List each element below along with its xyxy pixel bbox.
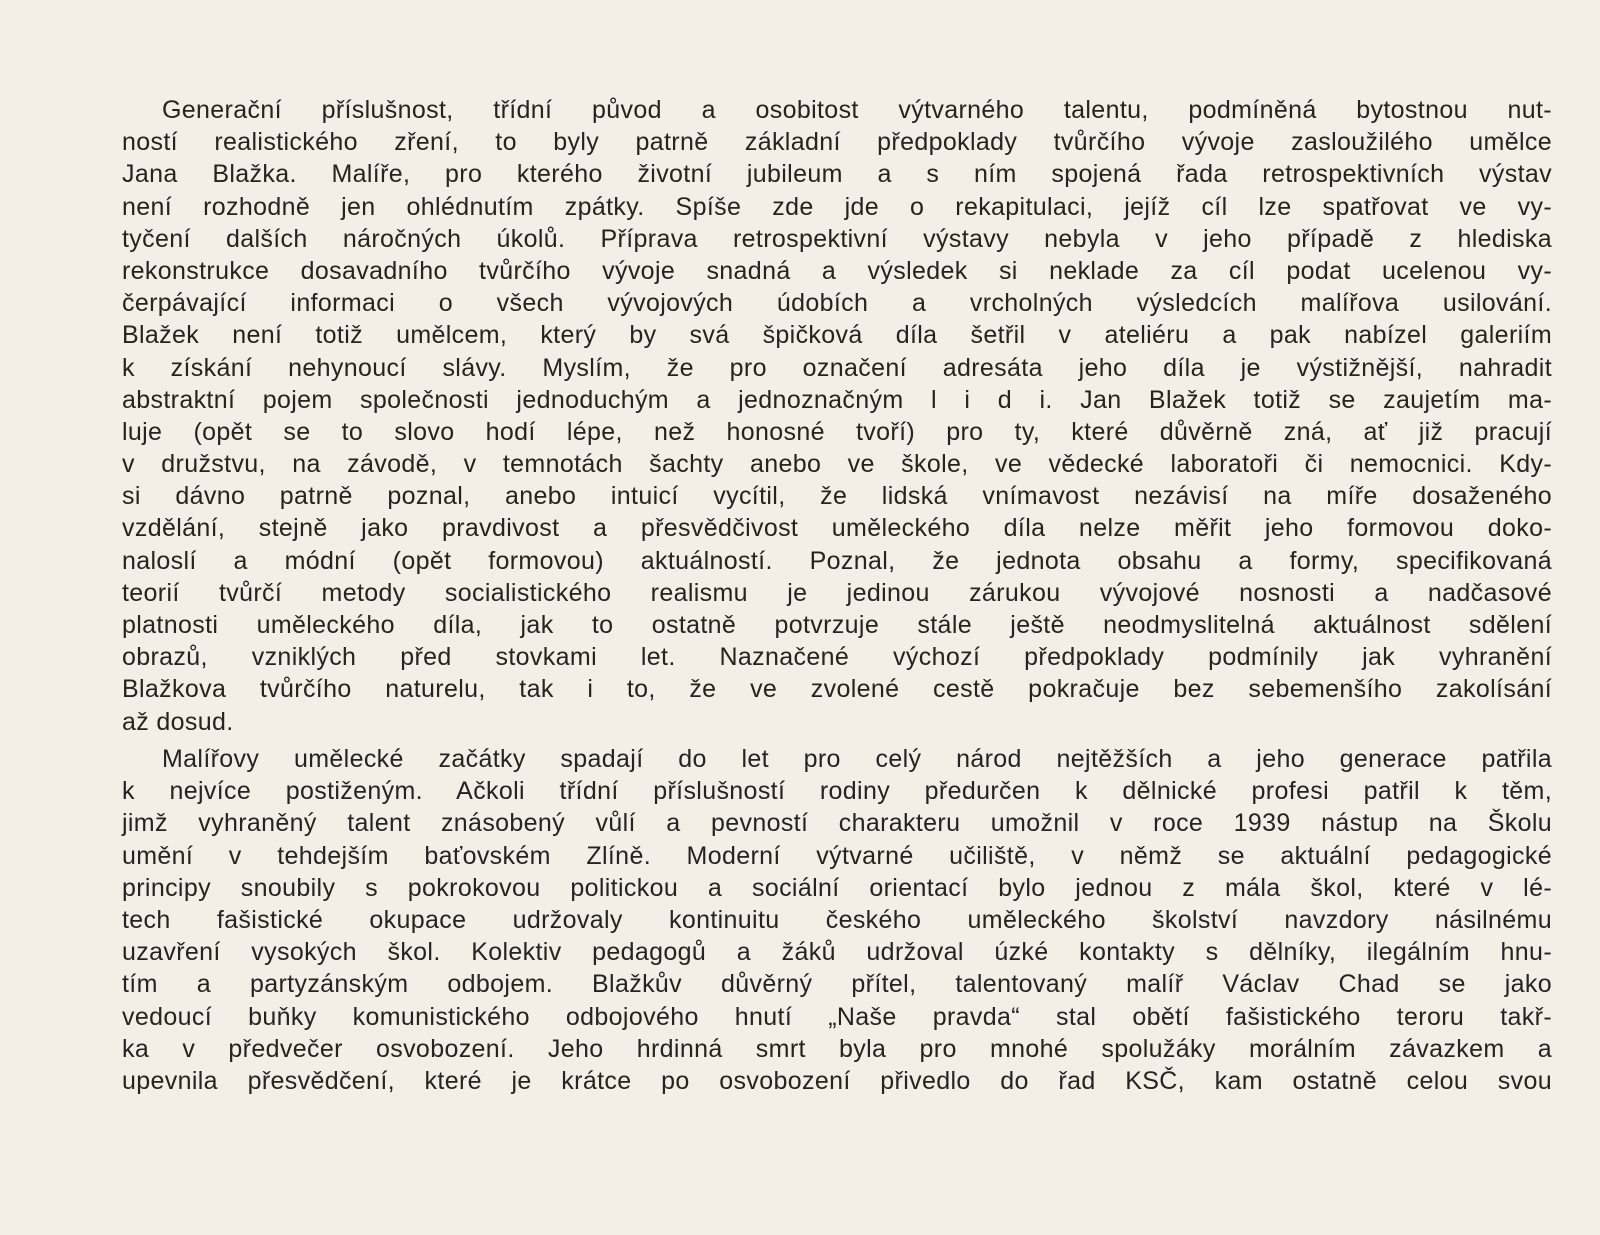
text-line: v družstvu, na závodě, v temnotách šachty anebo ve škole, ve vědecké laboratoři či nemocnici. Kdy- [122, 450, 1552, 479]
text-line: Blažek není totiž umělcem, který by svá špičková díla šetřil v ateliéru a pak nabízel galeriím [122, 321, 1552, 350]
text-line: upevnila přesvědčení, které je krátce po osvobození přivedlo do řad KSČ, kam ostatně celou svou [122, 1066, 1552, 1095]
text-line: Malířovy umělecké začátky spadají do let pro celý národ nejtěžších a jeho generace patřila [162, 745, 1552, 773]
text-line: platnosti uměleckého díla, jak to ostatně potvrzuje stále ještě neodmyslitelná aktuálnost sdělení [122, 611, 1552, 639]
text-line: teorií tvůrčí metody socialistického realismu je jedinou zárukou vývojové nosnosti a nadčasové [122, 578, 1552, 607]
text-line: tím a partyzánským odbojem. Blažkův důvěrný přítel, talentovaný malíř Václav Chad se jako [122, 970, 1552, 999]
text-line: k nejvíce postiženým. Ačkoli třídní příslušností rodiny předurčen k dělnické profesi patřil k těm, [122, 777, 1552, 806]
text-line: principy snoubily s pokrokovou politickou a sociální orientací bylo jednou z mála škol, které v lé- [122, 873, 1552, 902]
text-line: vzdělání, stejně jako pravdivost a přesvědčivost uměleckého díla nelze měřit jeho formovou doko- [122, 514, 1552, 543]
text-line: čerpávající informaci o všech vývojových údobích a vrcholných výsledcích malířova usilování. [122, 289, 1552, 318]
text-line: abstraktní pojem společnosti jednoduchým a jednoznačným l i d i. Jan Blažek totiž se zaujetím ma- [122, 385, 1552, 414]
text-line: luje (opět se to slovo hodí lépe, než honosné tvoří) pro ty, které důvěrně zná, ať již pracují [122, 417, 1552, 446]
text-line: obrazů, vzniklých před stovkami let. Naznačené výchozí předpoklady podmínily jak vyhranění [122, 643, 1552, 672]
text-line: Generační příslušnost, třídní původ a osobitost výtvarného talentu, podmíněná bytostnou nut- [162, 96, 1552, 124]
text-line: umění v tehdejším baťovském Zlíně. Moderní výtvarné učiliště, v němž se aktuální pedagogické [122, 841, 1552, 870]
text-line: ka v předvečer osvobození. Jeho hrdinná smrt byla pro mnohé spolužáky morálním závazkem a [122, 1034, 1552, 1063]
text-line: si dávno patrně poznal, anebo intuicí vycítil, že lidská vnímavost nezávisí na míře dosaženého [122, 482, 1552, 511]
text-line: rekonstrukce dosavadního tvůrčího vývoje snadná a výsledek si neklade za cíl podat ucelenou vy- [122, 256, 1552, 285]
text-line: tech fašistické okupace udržovaly kontinuitu českého uměleckého školství navzdory násilnému [122, 905, 1552, 934]
paragraph-1 [122, 94, 1552, 738]
text-line: ností realistického zření, to byly patrně základní předpoklady tvůrčího vývoje zasloužilého umělce [122, 128, 1552, 157]
text-line: tyčení dalších náročných úkolů. Příprava retrospektivní výstavy nebyla v jeho případě z hlediska [122, 224, 1552, 253]
text-line: uzavření vysokých škol. Kolektiv pedagogů a žáků udržoval úzké kontakty s dělníky, ilegálním hnu- [122, 938, 1552, 967]
text-line: není rozhodně jen ohlédnutím zpátky. Spíše zde jde o rekapitulaci, jejíž cíl lze spatřovat ve vy- [122, 192, 1552, 221]
text-line: jimž vyhraněný talent znásobený vůlí a pevností charakteru umožnil v roce 1939 nástup na Školu [122, 809, 1552, 838]
text-line: až dosud. [122, 707, 234, 736]
text-line: naloslí a módní (opět formovou) aktuálností. Poznal, že jednota obsahu a formy, specifikovaná [122, 546, 1552, 575]
text-line: vedoucí buňky komunistického odbojového hnutí „Naše pravda“ stal obětí fašistického teroru takř- [122, 1002, 1552, 1031]
text-line: Blažkova tvůrčího naturelu, tak i to, že ve zvolené cestě pokračuje bez sebemenšího zakolísání [122, 675, 1552, 704]
text-line: Jana Blažka. Malíře, pro kterého životní jubileum a s ním spojená řada retrospektivních výstav [122, 160, 1552, 189]
paragraph-2 [122, 743, 1552, 1097]
text-line: k získání nehynoucí slávy. Myslím, že pro označení adresáta jeho díla je výstižnější, nahradit [122, 353, 1552, 382]
